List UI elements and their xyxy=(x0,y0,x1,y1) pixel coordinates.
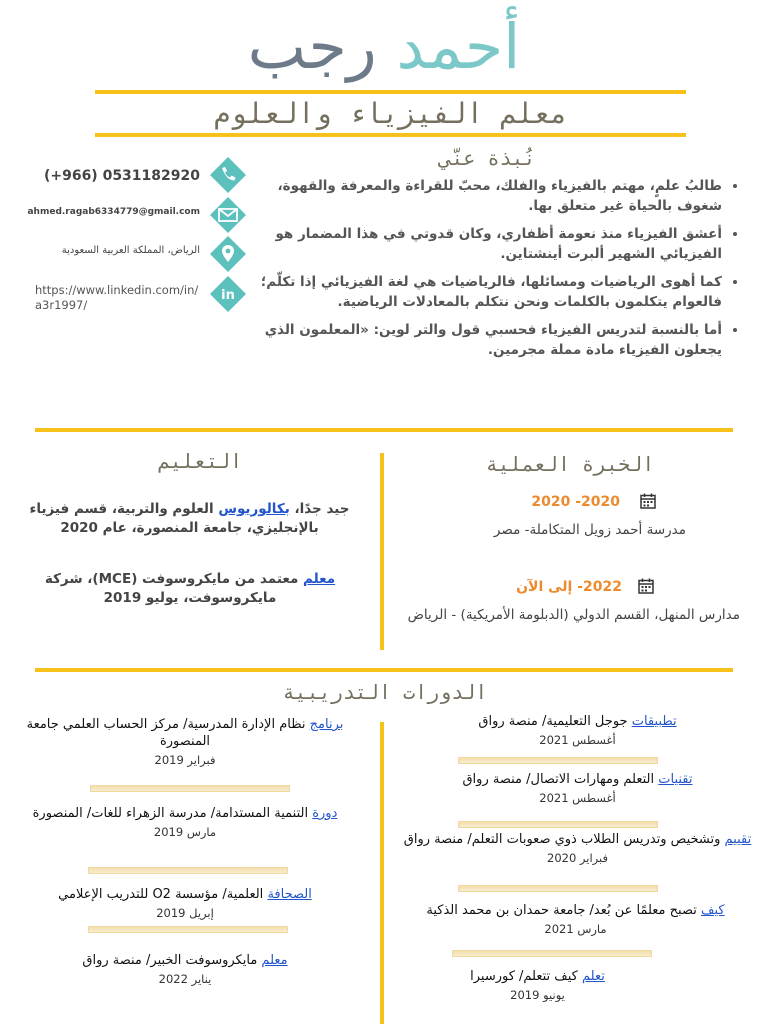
about-item: • كما أهوى الرياضيات ومسائلها، فالرياضيات هي لغة الفيزيائي إذا تكلّم؛ فالعوام يتكلمون بالكلمات ونحن نتكلم بالمعادلات الرياضية. xyxy=(232,272,722,312)
about-title: نُبذة عنّي xyxy=(439,146,536,170)
last-name: رجب xyxy=(247,10,377,83)
course-date: مارس 2019 xyxy=(153,825,217,839)
course-separator xyxy=(88,867,288,874)
course-date: يناير 2022 xyxy=(158,972,212,986)
course-separator xyxy=(458,821,658,828)
course-link[interactable]: تقييم xyxy=(724,832,752,847)
course-link[interactable]: الصحافة xyxy=(267,887,312,902)
course-link[interactable]: برنامج xyxy=(309,717,344,732)
course-separator xyxy=(90,785,290,792)
job-date: 2022- إلى الآن xyxy=(516,579,622,595)
job-place: مدرسة أحمد زويل المتكاملة- مصر xyxy=(493,522,686,538)
education-text: معتمد من مايكروسوفت (MCE)، شركة مايكروسوفت، يوليو 2019 xyxy=(44,571,304,606)
course-text: وتشخيص وتدريس الطلاب ذوي صعوبات التعلم/ منصة رواق xyxy=(403,832,725,847)
course-text: مايكروسوفت الخبير/ منصة رواق xyxy=(82,953,262,968)
course-separator xyxy=(458,757,658,764)
header-rule-bottom xyxy=(95,133,686,137)
header-rule-top xyxy=(95,90,686,94)
courses-title: الدورات التدريبية xyxy=(282,680,488,704)
course-link[interactable]: دورة xyxy=(312,806,338,821)
course-separator xyxy=(458,885,658,892)
course-item xyxy=(350,968,725,1004)
course-date: فبراير 2020 xyxy=(547,851,608,865)
course-link[interactable]: معلم xyxy=(261,953,288,968)
education-link[interactable]: معلم xyxy=(303,571,336,587)
course-text: التنمية المستدامة/ مدرسة الزهراء للغات/ المنصورة xyxy=(32,806,313,821)
course-link[interactable]: تطبيقات xyxy=(631,714,677,729)
course-link[interactable]: تقنيات xyxy=(658,772,693,787)
course-item xyxy=(390,713,765,749)
course-item xyxy=(388,902,763,938)
calendar-icon xyxy=(638,578,654,598)
svg-text:in: in xyxy=(221,288,235,303)
phone-number[interactable]: (+966) 0531182920 xyxy=(43,168,200,184)
course-date: مارس 2021 xyxy=(544,922,607,936)
phone-icon xyxy=(210,157,246,193)
education-item xyxy=(12,500,367,538)
mail-icon xyxy=(210,197,246,233)
course-link[interactable]: كيف xyxy=(701,903,725,918)
job-role: معلم الفيزياء والعلوم xyxy=(213,97,568,130)
course-item xyxy=(390,831,765,867)
job-place: مدارس المنهل، القسم الدولي (الدبلومة الأمريكية) - الرياض xyxy=(407,607,740,623)
course-item xyxy=(390,771,765,807)
email-address[interactable]: ahmed.ragab6334779@gmail.com xyxy=(27,207,200,217)
experience-title: الخبرة العملية xyxy=(485,452,655,476)
course-item xyxy=(5,886,365,922)
education-text: العلوم والتربية، قسم فيزياء بالإنجليزي، جامعة المنصورة، عام 2020 xyxy=(29,501,319,536)
course-item xyxy=(5,716,365,769)
first-name: أحمد xyxy=(396,10,521,83)
course-text: كيف تتعلم/ كورسيرا xyxy=(470,969,583,984)
linkedin-icon xyxy=(210,276,246,312)
course-item xyxy=(5,805,365,841)
about-item: • أعشق الفيزياء منذ نعومة أظفاري، وكان قدوتي في هذا المضمار هو الفيزيائي الشهير ألبرت أينشتاين. xyxy=(232,224,722,264)
education-text: جيد جدًا، xyxy=(289,501,350,517)
column-divider-1 xyxy=(380,453,384,650)
course-separator xyxy=(88,926,288,933)
job-date: 2020 -2020 xyxy=(531,494,620,510)
course-separator xyxy=(452,950,652,957)
about-item: • أما بالنسبة لتدريس الفيزياء فحسبي قول والتر لوين: «المعلمون الذي يجعلون الفيزياء مادة مملة مجرمين. xyxy=(232,320,722,360)
course-date: إبريل 2019 xyxy=(156,906,214,920)
education-link[interactable]: بكالوريوس xyxy=(218,501,290,517)
education-title: التعليم xyxy=(157,449,243,473)
section-rule-2 xyxy=(35,668,733,672)
address: الرياض، المملكة العربية السعودية xyxy=(61,245,200,256)
person-name xyxy=(0,12,768,82)
course-text: العلمية/ مؤسسة O2 للتدريب الإعلامي xyxy=(58,887,268,902)
course-date: فبراير 2019 xyxy=(154,753,216,767)
section-rule-1 xyxy=(35,428,733,432)
about-list xyxy=(232,176,740,368)
course-date: أغسطس 2021 xyxy=(539,791,616,805)
course-item xyxy=(5,952,365,988)
course-text: نظام الإدارة المدرسية/ مركز الحساب العلمي جامعة المنصورة xyxy=(26,717,310,749)
course-date: يونيو 2019 xyxy=(510,988,565,1002)
about-item: • طالبُ علمٍ، مهتم بالفيزياء والفلك، محبّ للقراءة والمعرفة والقهوة، شغوف بالحياة غير متعلق بها. xyxy=(232,176,722,216)
course-date: أغسطس 2021 xyxy=(539,733,616,747)
course-text: تصبح معلمًا عن بُعد/ جامعة حمدان بن محمد الذكية xyxy=(426,903,701,918)
course-text: جوجل التعليمية/ منصة رواق xyxy=(478,714,632,729)
calendar-icon xyxy=(640,493,656,513)
location-icon xyxy=(210,236,246,272)
course-link[interactable]: تعلم xyxy=(582,969,605,984)
linkedin-url[interactable]: https://www.linkedin.com/in/a3r1997/ xyxy=(35,283,199,312)
course-text: التعلم ومهارات الاتصال/ منصة رواق xyxy=(462,772,659,787)
education-item xyxy=(20,570,360,608)
